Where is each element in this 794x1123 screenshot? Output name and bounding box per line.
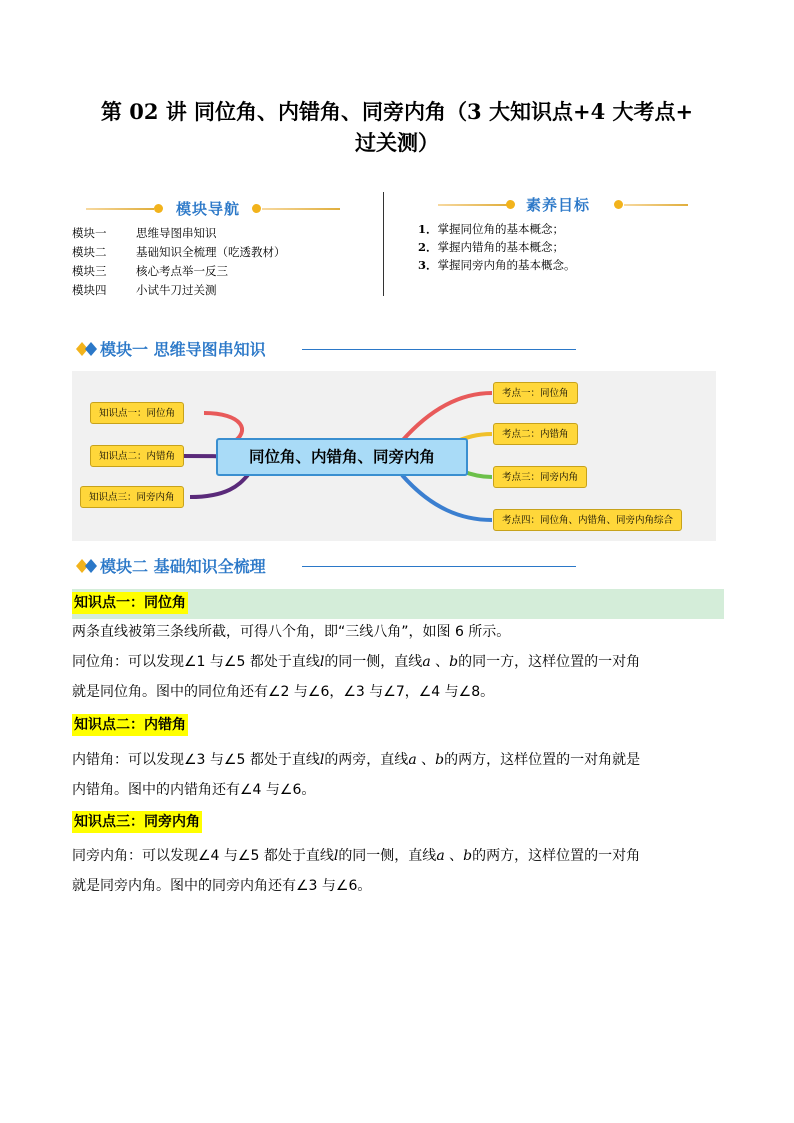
- mind-map-center[interactable]: 同位角、内错角、同旁内角: [216, 438, 468, 476]
- var-a: a: [408, 752, 417, 768]
- literacy-goals-header: [398, 192, 718, 218]
- goal-number: 3．: [418, 258, 438, 272]
- knowledge-point-3-label: 知识点三：同旁内角: [72, 811, 202, 833]
- module-item-value: 核心考点举一反三: [136, 264, 228, 278]
- text-run: 同旁内角：可以发现∠4 与∠5 都处于直线: [72, 848, 334, 864]
- knowledge-point-1-label: 知识点一：同位角: [72, 592, 188, 614]
- double-diamond-icon: [76, 557, 98, 575]
- section-header-mindmap: [76, 337, 576, 361]
- kp3-examples: 就是同旁内角。图中的同旁内角还有∠3 与∠6。: [72, 878, 372, 894]
- var-b: b: [435, 752, 445, 768]
- header-divider: [383, 192, 384, 296]
- section-rule: [302, 349, 576, 350]
- module-item-key: 模块一: [72, 226, 107, 240]
- header-decor-line-left: [438, 204, 508, 206]
- section-rule: [302, 566, 576, 567]
- header-decor-line-right: [262, 208, 340, 210]
- text-run: 的两旁，直线: [324, 752, 409, 768]
- text-run: 的两方，这样位置的一对角: [472, 848, 641, 864]
- module-item-key: 模块二: [72, 245, 107, 259]
- goal-text: 掌握内错角的基本概念；: [437, 240, 565, 254]
- module-item[interactable]: [72, 262, 362, 281]
- literacy-goals-heading: 素养目标: [526, 196, 591, 214]
- header-decor-dot-left: [506, 200, 515, 209]
- goal-number: 2．: [418, 240, 438, 254]
- var-a: a: [436, 848, 445, 864]
- module-navigation: [72, 196, 362, 300]
- goal-item: [418, 238, 718, 256]
- module-item-value: 思维导图串知识: [136, 226, 217, 240]
- title-line-1: 第 02 讲 同位角、内错角、同旁内角（3 大知识点+4 大考点+: [100, 99, 694, 124]
- mind-map-right-node[interactable]: 考点一：同位角: [493, 382, 578, 404]
- knowledge-point-1-bar: [72, 589, 724, 619]
- knowledge-point-2-bar: [72, 711, 724, 741]
- title-line-2: 过关测）: [355, 130, 439, 155]
- module-item[interactable]: [72, 224, 362, 243]
- module-item-key: 模块三: [72, 264, 107, 278]
- mind-map-right-node[interactable]: 考点四：同位角、内错角、同旁内角综合: [493, 509, 682, 531]
- header-decor-line-right: [624, 204, 688, 206]
- mind-map-left-node[interactable]: 知识点一：同位角: [90, 402, 184, 424]
- kp2-examples: 内错角。图中的内错角还有∠4 与∠6。: [72, 782, 316, 798]
- kp2-definition: [72, 745, 724, 775]
- connector-left-3: [190, 475, 248, 497]
- goal-text: 掌握同位角的基本概念；: [437, 222, 565, 236]
- header-decor-line-left: [86, 208, 154, 210]
- text-run: 内错角：可以发现∠3 与∠5 都处于直线: [72, 752, 320, 768]
- module-item-value: 小试牛刀过关测: [136, 283, 217, 297]
- goal-text: 掌握同旁内角的基本概念。: [437, 258, 576, 272]
- var-l: l: [333, 848, 339, 864]
- text-run: 的同一方，这样位置的一对角: [458, 654, 641, 670]
- var-a: a: [422, 654, 431, 670]
- header-decor-dot-right: [252, 204, 261, 213]
- var-b: b: [449, 654, 459, 670]
- text-run: 、: [416, 752, 436, 768]
- kp1-examples: 就是同位角。图中的同位角还有∠2 与∠6，∠3 与∠7，∠4 与∠8。: [72, 684, 495, 700]
- text-run: 的两方，这样位置的一对角就是: [444, 752, 641, 768]
- knowledge-point-2-text: [72, 745, 724, 805]
- goal-list: [398, 220, 718, 274]
- mind-map-left-node[interactable]: 知识点二：内错角: [90, 445, 184, 467]
- module-item-key: 模块四: [72, 283, 107, 297]
- kp1-intro: 两条直线被第三条线所截，可得八个角，即“三线八角”，如图 6 所示。: [72, 624, 511, 640]
- section-title: 模块一 思维导图串知识: [100, 340, 266, 359]
- module-list: [72, 224, 362, 300]
- header-decor-dot-right: [614, 200, 623, 209]
- text-run: 同位角：可以发现∠1 与∠5 都处于直线: [72, 654, 320, 670]
- mind-map-left-node[interactable]: 知识点三：同旁内角: [80, 486, 184, 508]
- section-title: 模块二 基础知识全梳理: [100, 557, 266, 576]
- text-run: 、: [444, 848, 464, 864]
- connector-right-4: [402, 475, 492, 520]
- module-item[interactable]: [72, 281, 362, 300]
- var-l: l: [319, 752, 325, 768]
- knowledge-point-3-bar: [72, 808, 724, 838]
- knowledge-point-2-label: 知识点二：内错角: [72, 714, 188, 736]
- header-decor-dot-left: [154, 204, 163, 213]
- mind-map-right-node[interactable]: 考点二：内错角: [493, 423, 578, 445]
- kp1-definition: [72, 647, 724, 677]
- goal-item: [418, 256, 718, 274]
- module-navigation-heading: 模块导航: [176, 200, 241, 218]
- document-title: [60, 96, 734, 158]
- literacy-goals: [398, 192, 718, 274]
- mind-map-right-node[interactable]: 考点三：同旁内角: [493, 466, 587, 488]
- double-diamond-icon: [76, 340, 98, 358]
- var-b: b: [463, 848, 473, 864]
- section-header-knowledge: [76, 554, 576, 578]
- module-item[interactable]: [72, 243, 362, 262]
- kp3-definition: [72, 841, 724, 871]
- knowledge-point-1-text: [72, 617, 724, 707]
- module-navigation-header: [72, 196, 362, 222]
- var-l: l: [319, 654, 325, 670]
- connector-left-2: [182, 456, 219, 457]
- text-run: 的同一侧，直线: [338, 848, 437, 864]
- goal-number: 1．: [418, 222, 438, 236]
- goal-item: [418, 220, 718, 238]
- text-run: 、: [430, 654, 450, 670]
- mind-map: [72, 371, 716, 541]
- text-run: 的同一侧，直线: [324, 654, 423, 670]
- knowledge-point-3-text: [72, 841, 724, 901]
- module-item-value: 基础知识全梳理（吃透教材）: [136, 245, 286, 259]
